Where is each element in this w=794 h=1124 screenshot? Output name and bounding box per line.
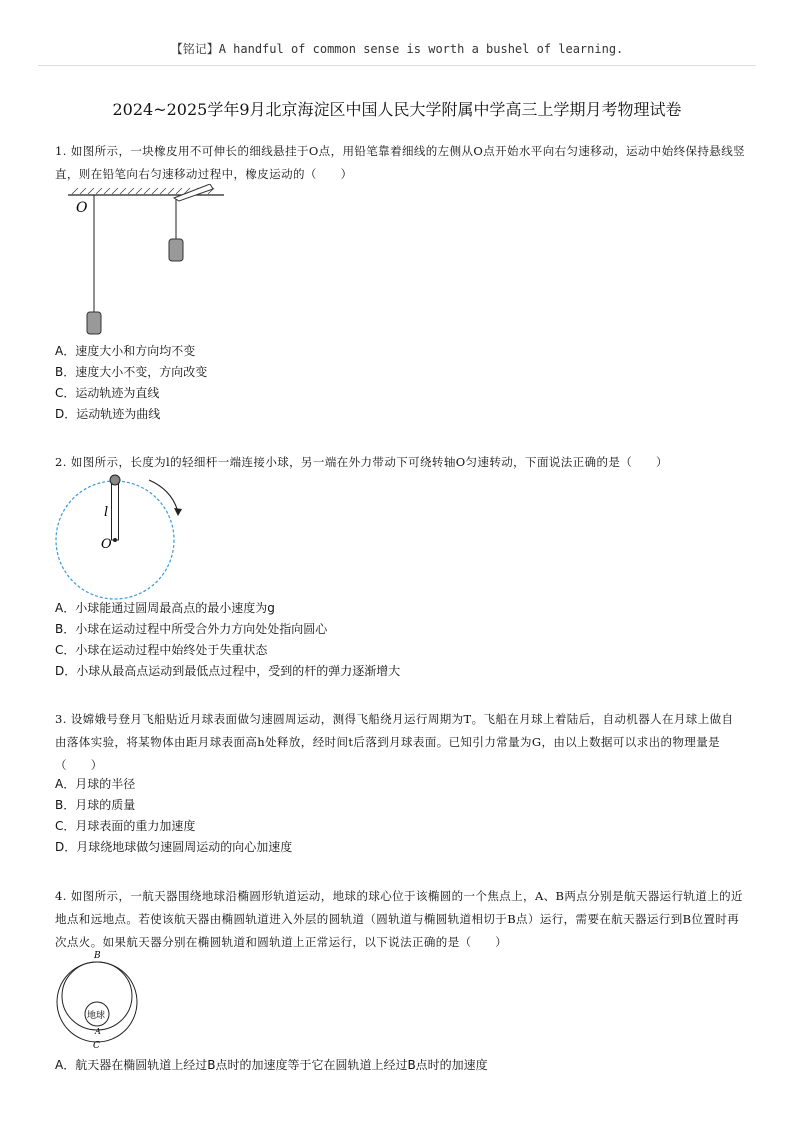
question-number: 4.: [55, 889, 67, 903]
q1-option-b[interactable]: B．速度大小不变，方向改变: [55, 365, 208, 379]
length-l-label: l: [104, 505, 109, 520]
header-divider: [38, 65, 756, 66]
q2-option-d[interactable]: D．小球从最高点运动到最低点过程中，受到的杆的弹力逐渐增大: [55, 664, 401, 678]
q4-option-a[interactable]: A．航天器在椭圆轨道上经过B点时的加速度等于它在圆轨道上经过B点时的加速度: [55, 1058, 488, 1072]
eraser-moved: [169, 239, 183, 261]
question-number: 2.: [55, 455, 67, 469]
page-title: 2024~2025学年9月北京海淀区中国人民大学附属中学高三上学期月考物理试卷: [112, 100, 682, 119]
question-stem: 如图所示，一航天器围绕地球沿椭圆形轨道运动，地球的球心位于该椭圆的一个焦点上，A、B两点分别是航天器运行轨道上的近地点和远地点。若使该航天器由椭圆轨道进入外层的圆轨道（圆轨道与椭圆轨道相切于B点）运行，需要在航天器运行到B位置时再次点火。如果航天器分别在椭圆轨道和圆轨道上正常运行，以下说法正确的是（ ）: [55, 889, 743, 949]
question-number: 3.: [55, 712, 67, 726]
point-b-label: B: [94, 951, 101, 961]
q3-option-a[interactable]: A．月球的半径: [55, 777, 136, 791]
question-2-text: [55, 451, 745, 474]
pencil-icon: [174, 184, 213, 201]
question-4-text: [55, 885, 745, 954]
point-o-label: O: [101, 537, 112, 552]
q2-option-b[interactable]: B．小球在运动过程中所受合外力方向处处指向圆心: [55, 622, 328, 636]
q2-option-c[interactable]: C．小球在运动过程中始终处于失重状态: [55, 643, 268, 657]
q1-option-d[interactable]: D．运动轨迹为曲线: [55, 407, 161, 421]
question-stem: 如图所示，长度为l的轻细杆一端连接小球，另一端在外力带动下可绕转轴O匀速转动，下面说法正确的是（ ）: [70, 455, 668, 469]
q4-orbit-figure: [52, 948, 144, 1053]
arrow-head-icon: [174, 508, 182, 516]
q3-option-c[interactable]: C．月球表面的重力加速度: [55, 819, 196, 833]
point-c-label: C: [93, 1041, 100, 1051]
axis-o-dot: [113, 538, 117, 542]
ball: [110, 475, 120, 485]
point-a-label: A: [95, 1027, 101, 1036]
question-3-text: [55, 708, 745, 777]
eraser-initial: [87, 312, 101, 334]
question-stem: 设嫦娥号登月飞船贴近月球表面做匀速圆周运动，测得飞船绕月运行周期为T。飞船在月球上着陆后，自动机器人在月球上做自由落体实验，将某物体由距月球表面高h处释放，经时间t后落到月球表面。已知引力常量为G，由以上数据可以求出的物理量是（ ）: [55, 712, 734, 772]
q1-pendulum-figure: [62, 184, 242, 340]
point-o-label: O: [76, 200, 88, 216]
q1-option-c[interactable]: C．运动轨迹为直线: [55, 386, 160, 400]
earth-label: 地球: [87, 1011, 106, 1021]
question-1-text: [55, 140, 745, 186]
rod: [112, 482, 119, 540]
question-stem: 如图所示，一块橡皮用不可伸长的细线悬挂于O点，用铅笔靠着细线的左侧从O点开始水平向右匀速移动，运动中始终保持悬线竖直，则在铅笔向右匀速移动过程中，橡皮运动的（ ）: [55, 144, 745, 181]
q3-option-d[interactable]: D．月球绕地球做匀速圆周运动的向心加速度: [55, 840, 293, 854]
header-motto: 【铭记】A handful of common sense is worth a bushel of learning.: [170, 42, 624, 56]
question-number: 1.: [55, 144, 67, 158]
q3-option-b[interactable]: B．月球的质量: [55, 798, 136, 812]
q2-option-a[interactable]: A．小球能通过圆周最高点的最小速度为g: [55, 601, 275, 615]
q1-option-a[interactable]: A．速度大小和方向均不变: [55, 344, 196, 358]
q2-circle-rod-figure: [52, 472, 192, 600]
